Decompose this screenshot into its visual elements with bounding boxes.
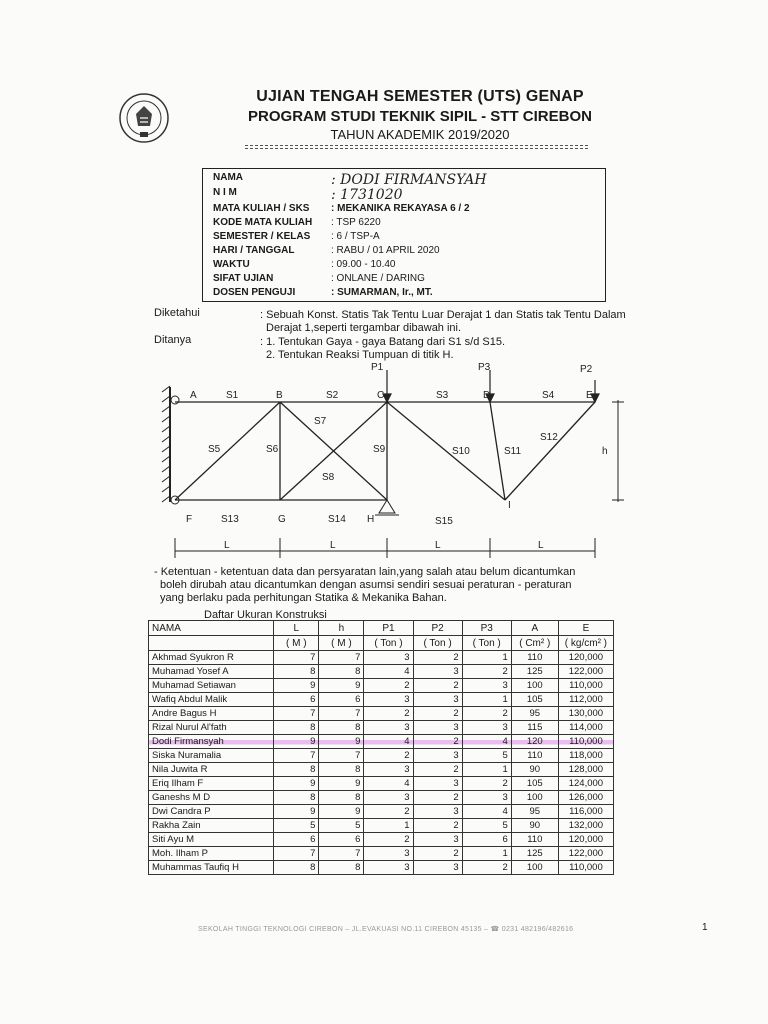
node-label: F [186,514,193,525]
student-name-cell: Rakha Zain [149,819,274,833]
table-row [149,679,614,693]
unit-header: ( M ) [274,636,319,651]
node-label: G [278,514,286,525]
unit-header: ( M ) [319,636,364,651]
note-line: boleh dirubah atau dicantumkan dengan asumsi sendiri sesuai peraturan - peraturan [160,579,572,591]
member-label: S13 [221,514,239,525]
value-cell: 1 [462,847,511,861]
student-name-cell: Siska Nuramalia [149,749,274,763]
value-cell: 110,000 [558,861,613,875]
value-cell: 7 [274,707,319,721]
member-label: S2 [326,390,339,401]
value-cell: 118,000 [558,749,613,763]
value-cell: 122,000 [558,665,613,679]
value-cell: 3 [413,805,462,819]
identity-label: NAMA [213,172,243,183]
value-cell: 2 [462,707,511,721]
value-cell: 3 [364,847,413,861]
notes-block [154,566,614,605]
value-cell: 105 [511,777,558,791]
value-cell: 8 [319,763,364,777]
semester-value: : 6 / TSP-A [331,231,380,242]
header-divider [245,148,588,149]
identity-label: SEMESTER / KELAS [213,231,311,242]
value-cell: 110,000 [558,679,613,693]
value-cell: 1 [462,763,511,777]
time-value: : 09.00 - 10.40 [331,259,396,270]
value-cell: 3 [413,721,462,735]
node-label: C [377,390,385,401]
value-cell: 2 [364,805,413,819]
value-cell: 7 [274,651,319,665]
value-cell: 8 [319,791,364,805]
identity-label: KODE MATA KULIAH [213,217,313,228]
load-label: P2 [580,364,593,375]
student-name-cell: Ganeshs M D [149,791,274,805]
value-cell: 9 [274,805,319,819]
value-cell: 9 [274,777,319,791]
value-cell: 120,000 [558,651,613,665]
value-cell: 2 [413,847,462,861]
student-nim: : 1731020 [331,187,403,203]
value-cell: 8 [319,861,364,875]
student-name-cell: Muhamad Setiawan [149,679,274,693]
value-cell: 122,000 [558,847,613,861]
value-cell: 7 [274,847,319,861]
table-row [149,749,614,763]
value-cell: 3 [413,861,462,875]
value-cell: 3 [364,861,413,875]
value-cell: 7 [319,847,364,861]
value-cell: 3 [364,651,413,665]
value-cell: 3 [413,777,462,791]
hinge-a [171,396,179,404]
table-units-row [149,636,614,651]
value-cell: 128,000 [558,763,613,777]
diketahui-label: Diketahui [154,307,200,319]
node-label: I [508,500,511,511]
value-cell: 126,000 [558,791,613,805]
value-cell: 6 [319,833,364,847]
load-arrows [383,370,599,402]
value-cell: 110,000 [558,735,613,749]
fixed-support [162,386,170,502]
member-label: S6 [266,444,279,455]
value-cell: 1 [364,819,413,833]
course-code-value: : TSP 6220 [331,217,381,228]
span-dimension [175,538,595,558]
node-label: D [483,390,491,401]
value-cell: 5 [274,819,319,833]
value-cell: 105 [511,693,558,707]
table-row [149,763,614,777]
value-cell: 90 [511,819,558,833]
value-cell: 5 [319,819,364,833]
value-cell: 8 [274,861,319,875]
load-label: P3 [478,362,491,373]
value-cell: 8 [274,791,319,805]
span-label: L [435,540,441,551]
value-cell: 7 [319,651,364,665]
identity-row [213,187,603,203]
identity-label: N I M [213,187,237,198]
value-cell: 2 [462,777,511,791]
construction-size-table [148,620,614,875]
table-header-row [149,621,614,636]
value-cell: 115 [511,721,558,735]
table-row [149,833,614,847]
value-cell: 4 [364,735,413,749]
value-cell: 120 [511,735,558,749]
value-cell: 110 [511,833,558,847]
value-cell: 3 [364,693,413,707]
value-cell: 90 [511,763,558,777]
ditanya-label: Ditanya [154,334,192,346]
identity-label: DOSEN PENGUJI [213,287,296,298]
value-cell: 9 [274,679,319,693]
student-name-cell: Rizal Nurul Al'fath [149,721,274,735]
value-cell: 6 [462,833,511,847]
value-cell: 3 [364,763,413,777]
page-number: 1 [702,922,708,933]
value-cell: 2 [413,819,462,833]
identity-label: SIFAT UJIAN [213,273,274,284]
academic-year: TAHUN AKADEMIK 2019/2020 [330,127,510,142]
student-name-cell: Eriq Ilham F [149,777,274,791]
member-label: S7 [314,416,327,427]
value-cell: 9 [319,679,364,693]
span-label: L [538,540,544,551]
identity-row [213,287,603,303]
unit-header: ( Cm² ) [511,636,558,651]
table-row [149,721,614,735]
value-cell: 2 [413,679,462,693]
note-line: yang berlaku pada perhitungan Statika & Mekanika Bahan. [160,592,447,604]
member-label: S12 [540,432,558,443]
column-header: E [558,621,613,636]
value-cell: 100 [511,679,558,693]
value-cell: 2 [413,651,462,665]
member-label: S15 [435,516,453,527]
value-cell: 9 [319,735,364,749]
value-cell: 2 [413,791,462,805]
ditanya-text: : 1. Tentukan Gaya - gaya Batang dari S1 s/d S15. [260,336,506,348]
value-cell: 6 [274,693,319,707]
value-cell: 7 [319,707,364,721]
value-cell: 110 [511,749,558,763]
table-row [149,735,614,749]
member-label: S9 [373,444,386,455]
identity-row [213,172,603,188]
table-row [149,819,614,833]
identity-box [202,168,606,302]
value-cell: 116,000 [558,805,613,819]
student-name-cell: Moh. Ilham P [149,847,274,861]
value-cell: 3 [413,693,462,707]
unit-header: ( Ton ) [364,636,413,651]
value-cell: 8 [274,763,319,777]
value-cell: 1 [462,693,511,707]
value-cell: 3 [364,791,413,805]
value-cell: 3 [364,721,413,735]
student-name-cell: Dodi Firmansyah [149,735,274,749]
column-header: A [511,621,558,636]
column-header: P3 [462,621,511,636]
node-label: H [367,514,375,525]
value-cell: 9 [274,735,319,749]
table-row [149,805,614,819]
value-cell: 1 [462,651,511,665]
diketahui-text: Derajat 1,seperti tergambar dibawah ini. [266,322,462,334]
value-cell: 2 [413,763,462,777]
value-cell: 112,000 [558,693,613,707]
diketahui-text: : Sebuah Konst. Statis Tak Tentu Luar Derajat 1 dan Statis tak Tentu Dalam [260,309,626,321]
header-divider [245,145,588,146]
exam-title: UJIAN TENGAH SEMESTER (UTS) GENAP [256,88,584,105]
member-label: S8 [322,472,335,483]
value-cell: 6 [319,693,364,707]
value-cell: 4 [364,777,413,791]
value-cell: 132,000 [558,819,613,833]
value-cell: 3 [413,665,462,679]
value-cell: 7 [319,749,364,763]
value-cell: 3 [413,833,462,847]
value-cell: 114,000 [558,721,613,735]
value-cell: 5 [462,819,511,833]
ditanya-text: 2. Tentukan Reaksi Tumpuan di titik H. [266,349,454,361]
value-cell: 130,000 [558,707,613,721]
value-cell: 7 [274,749,319,763]
node-label: B [276,390,283,401]
member-label: S3 [436,390,449,401]
identity-label: WAKTU [213,259,250,270]
value-cell: 95 [511,805,558,819]
value-cell: 8 [319,721,364,735]
student-name-cell: Nila Juwita R [149,763,274,777]
value-cell: 5 [462,749,511,763]
value-cell: 8 [274,721,319,735]
node-label: E [586,390,593,401]
value-cell: 100 [511,791,558,805]
value-cell: 2 [413,707,462,721]
value-cell: 2 [364,749,413,763]
value-cell: 2 [462,861,511,875]
value-cell: 2 [364,833,413,847]
member-label: S4 [542,390,555,401]
member-label: S1 [226,390,239,401]
column-header: P2 [413,621,462,636]
table-row [149,847,614,861]
value-cell: 4 [462,805,511,819]
identity-label: MATA KULIAH / SKS [213,203,310,214]
member-label: S10 [452,446,470,457]
value-cell: 8 [319,665,364,679]
table-row [149,791,614,805]
table-row [149,693,614,707]
column-header: NAMA [149,621,274,636]
value-cell: 4 [364,665,413,679]
program-title: PROGRAM STUDI TEKNIK SIPIL - STT CIREBON [248,108,592,125]
value-cell: 125 [511,847,558,861]
note-line: - Ketentuan - ketentuan data dan persyaratan lain,yang salah atau belum dicantumkan [154,566,576,578]
student-name-cell: Muhammas Taufiq H [149,861,274,875]
span-label: L [224,540,230,551]
truss-diagram [150,362,630,562]
student-name-cell: Dwi Candra P [149,805,274,819]
value-cell: 110 [511,651,558,665]
table-row [149,777,614,791]
student-name: : DODI FIRMANSYAH [331,172,487,188]
value-cell: 2 [364,679,413,693]
stt-cirebon-logo [118,92,170,144]
column-header: P1 [364,621,413,636]
unit-header: ( Ton ) [462,636,511,651]
table-caption: Daftar Ukuran Konstruksi [204,609,327,621]
value-cell: 2 [462,665,511,679]
unit-header: ( kg/cm² ) [558,636,613,651]
footer-address: SEKOLAH TINGGI TEKNOLOGI CIREBON – JL.EVAKUASI NO.11 CIREBON 45135 – ☎ 0231 482196/482616 [198,926,574,933]
student-name-cell: Wafiq Abdul Malik [149,693,274,707]
span-label: L [330,540,336,551]
value-cell: 4 [462,735,511,749]
student-name-cell: Andre Bagus H [149,707,274,721]
student-name-cell: Muhamad Yosef A [149,665,274,679]
pin-support-h [375,500,399,515]
exam-type-value: : ONLANE / DARING [331,273,425,284]
member-label: S11 [504,446,522,457]
value-cell: 3 [413,749,462,763]
value-cell: 9 [319,805,364,819]
value-cell: 125 [511,665,558,679]
value-cell: 2 [413,735,462,749]
column-header: h [319,621,364,636]
student-name-cell: Siti Ayu M [149,833,274,847]
load-label: P1 [371,362,384,373]
table-row [149,861,614,875]
value-cell: 95 [511,707,558,721]
value-cell: 6 [274,833,319,847]
table-row [149,665,614,679]
value-cell: 2 [364,707,413,721]
table-row [149,707,614,721]
value-cell: 3 [462,721,511,735]
height-dimension [612,400,624,502]
value-cell: 124,000 [558,777,613,791]
identity-label: HARI / TANGGAL [213,245,295,256]
course-value: : MEKANIKA REKAYASA 6 / 2 [331,203,470,214]
value-cell: 100 [511,861,558,875]
value-cell: 120,000 [558,833,613,847]
unit-header: ( Ton ) [413,636,462,651]
value-cell: 3 [462,791,511,805]
table-row [149,651,614,665]
height-label: h [602,446,608,457]
value-cell: 9 [319,777,364,791]
member-label: S14 [328,514,346,525]
examiner-value: : SUMARMAN, Ir., MT. [331,287,433,298]
value-cell: 3 [462,679,511,693]
node-label: A [190,390,197,401]
value-cell: 8 [274,665,319,679]
member-label: S5 [208,444,221,455]
date-value: : RABU / 01 APRIL 2020 [331,245,440,256]
unit-header [149,636,274,651]
student-name-cell: Akhmad Syukron R [149,651,274,665]
column-header: L [274,621,319,636]
